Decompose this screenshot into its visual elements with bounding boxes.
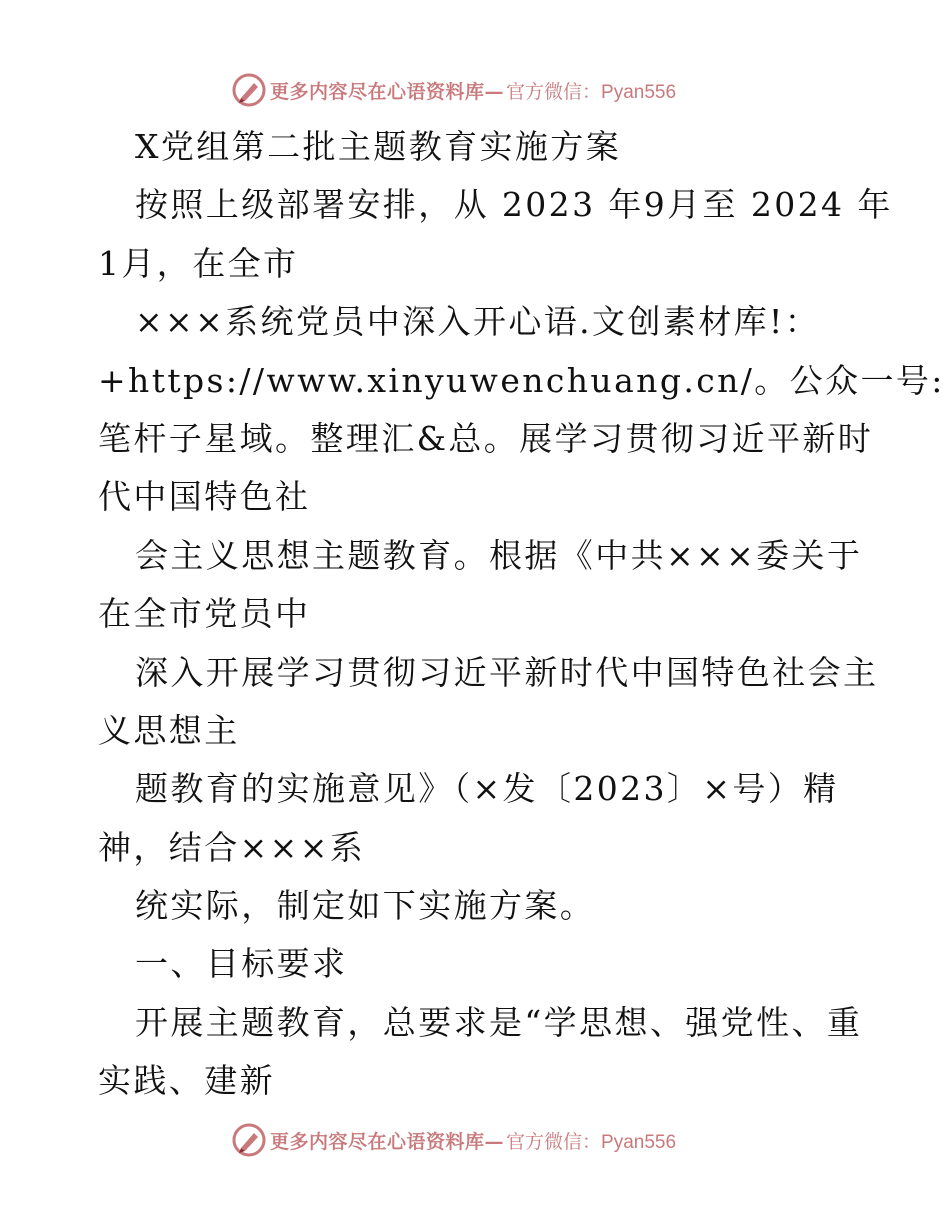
document-body [98,118,945,1111]
doc-title: X党组第二批主题教育实施方案 [135,127,622,166]
paragraph-line: 开展主题教育，总要求是“学思想、强党性、重 [135,1002,863,1042]
watermark-site-text: 更多内容尽在心语资料库— [270,80,505,103]
watermark-wechat-text: 官方微信：Pyan556 [506,1131,677,1153]
paragraph-line: 题教育的实施意见》（×发〔2023〕×号）精 [135,769,839,809]
paragraph-line: 统实际，制定如下实施方案。 [135,886,596,926]
paragraph-line: 神，结合×××系 [98,827,366,867]
watermark-footer [232,1122,676,1158]
watermark-wechat-text: 官方微信：Pyan556 [506,81,677,103]
paragraph-line: 代中国特色社 [98,477,311,517]
paragraph-line: +https://www.xinyuwenchuang.cn/。公众一号: [98,360,945,400]
pen-logo-icon [232,73,266,107]
paragraph-line: 会主义思想主题教育。根据《中共×××委关于 [135,535,863,575]
pen-logo-icon [232,1123,266,1157]
paragraph-line: 1月，在全市 [98,243,299,283]
watermark-header [232,72,676,108]
paragraph-line: 按照上级部署安排，从 2023 年9月至 2024 年 [135,185,893,225]
paragraph-line: 深入开展学习贯彻习近平新时代中国特色社会主 [135,652,879,692]
paragraph-line: 在全市党员中 [98,594,311,634]
paragraph-line: 笔杆子星域。整理汇&总。展学习贯彻习近平新时 [98,418,874,458]
paragraph-line: ×××系统党员中深入开心语.文创素材库!： [135,302,821,342]
section-heading: 一、目标要求 [135,944,348,984]
paragraph-line: 实践、建新 [98,1061,275,1101]
paragraph-line: 义思想主 [98,710,240,750]
watermark-site-text: 更多内容尽在心语资料库— [270,1130,505,1153]
